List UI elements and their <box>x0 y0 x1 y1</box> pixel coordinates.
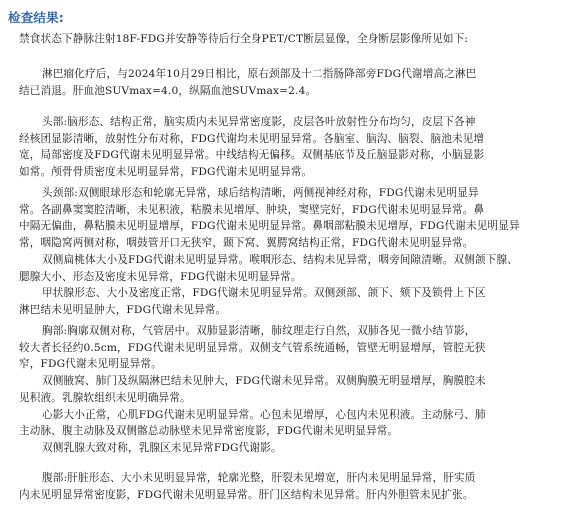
report-line-intro: 禁食状态下静脉注射18F-FDG并安静等待后行全身PET/CT断层显像，全身断层影像所见如下: <box>19 33 469 45</box>
report-line-head-neck: 甲状腺形态、大小及密度正常，FDG代谢未见明显异常。双侧颈部、颌下、颏下及锁骨上下区 <box>42 287 486 300</box>
report-line-chest: 见积液。乳腺软组织未见明确异常。 <box>19 391 191 404</box>
report-line-chest: 较大者长径约0.5cm，FDG代谢未见明显异常。双侧支气管系统通畅，管壁无明显增厚，管腔无狭 <box>19 341 486 354</box>
report-line-head-neck: 中隔无偏曲，鼻粘膜未见明显增厚，FDG代谢未见明显异常。鼻咽部粘膜未见增厚，FDG代谢未见明显异 <box>19 220 520 233</box>
report-line-chest: 双侧腋窝、肺门及纵隔淋巴结未见肿大，FDG代谢未见异常。双侧胸膜无明显增厚，胸膜腔未 <box>42 375 486 388</box>
report-line-chest: 胸部:胸廓双侧对称，气管居中。双肺显影清晰，肺纹理走行自然，双肺各见一微小结节影， <box>42 325 476 337</box>
report-line-lymphoma-followup: 淋巴瘤化疗后，与2024年10月29日相比，原右颈部及十二指肠降部旁FDG代谢增高之淋巴 <box>42 68 477 80</box>
report-line-head: 宽，局部密度及FDG代谢未见明显异常。中线结构无偏移。双侧基底节及丘脑显影对称，小脑显影 <box>19 149 485 161</box>
report-line-head-neck: 双侧扁桃体大小及FDG代谢未见明显异常。喉咽形态、结构未见异常，咽旁间隙清晰。双侧颌下腺、 <box>42 253 518 266</box>
report-line-abdomen: 内未见明显异常密度影，FDG代谢未见明显异常。肝门区结构未见异常。肝内外胆管未见扩张。 <box>19 488 474 501</box>
report-line-head-neck: 头颈部:双侧眼球形态和轮廓无异常，球后结构清晰，两侧视神经对称，FDG代谢未见明显异 <box>42 187 479 199</box>
report-line-chest: 窄，FDG代谢未见明显异常。 <box>19 358 162 371</box>
section-heading: 检查结果: <box>8 10 64 25</box>
report-line-chest: 主动脉、腹主动脉及双侧髂总动脉壁未见异常密度影，FDG代谢未见明显异常。 <box>19 425 399 438</box>
report-line-chest: 心影大小正常，心肌FDG代谢未见明显异常。心包未见增厚，心包内未见积液。主动脉弓、肺 <box>42 408 486 421</box>
report-line-lymphoma-followup: 结已消退。肝血池SUVmax=4.0，纵隔血池SUVmax=2.4。 <box>19 85 317 97</box>
report-line-abdomen: 腹部:肝脏形态、大小未见明显异常，轮廓光整，肝裂未见增宽，肝内未见明显异常，肝实质 <box>42 472 476 484</box>
report-line-head: 如常。颅骨骨质密度未见明显异常，FDG代谢未见明显异常。 <box>19 165 313 178</box>
report-line-chest: 双侧乳腺大致对称，乳腺区未见异常FDG代谢影。 <box>42 441 282 454</box>
report-line-head: 经核团显影清晰，放射性分布对称，FDG代谢均未见明显异常。各脑室、脑沟、脑裂、脑池未见增 <box>19 132 485 145</box>
report-line-head-neck: 常，咽隐窝两侧对称，咽鼓管开口无狭窄，颞下窝、翼腭窝结构正常，FDG代谢未见明显异常。 <box>19 237 474 250</box>
report-line-head-neck: 腮腺大小、形态及密度未见异常，FDG代谢未见明显异常。 <box>19 270 302 283</box>
report-line-head-neck: 淋巴结未见明显肿大，FDG代谢未见异常。 <box>19 303 227 316</box>
report-line-head: 头部:脑形态、结构正常，脑实质内未见异常密度影，皮层各叶放射性分布均匀，皮层下各神 <box>42 116 476 128</box>
report-line-head-neck: 常。各副鼻窦窦腔清晰，未见积液，粘膜未见增厚、肿块，窦壁完好，FDG代谢未见明显异常。鼻 <box>19 203 485 216</box>
